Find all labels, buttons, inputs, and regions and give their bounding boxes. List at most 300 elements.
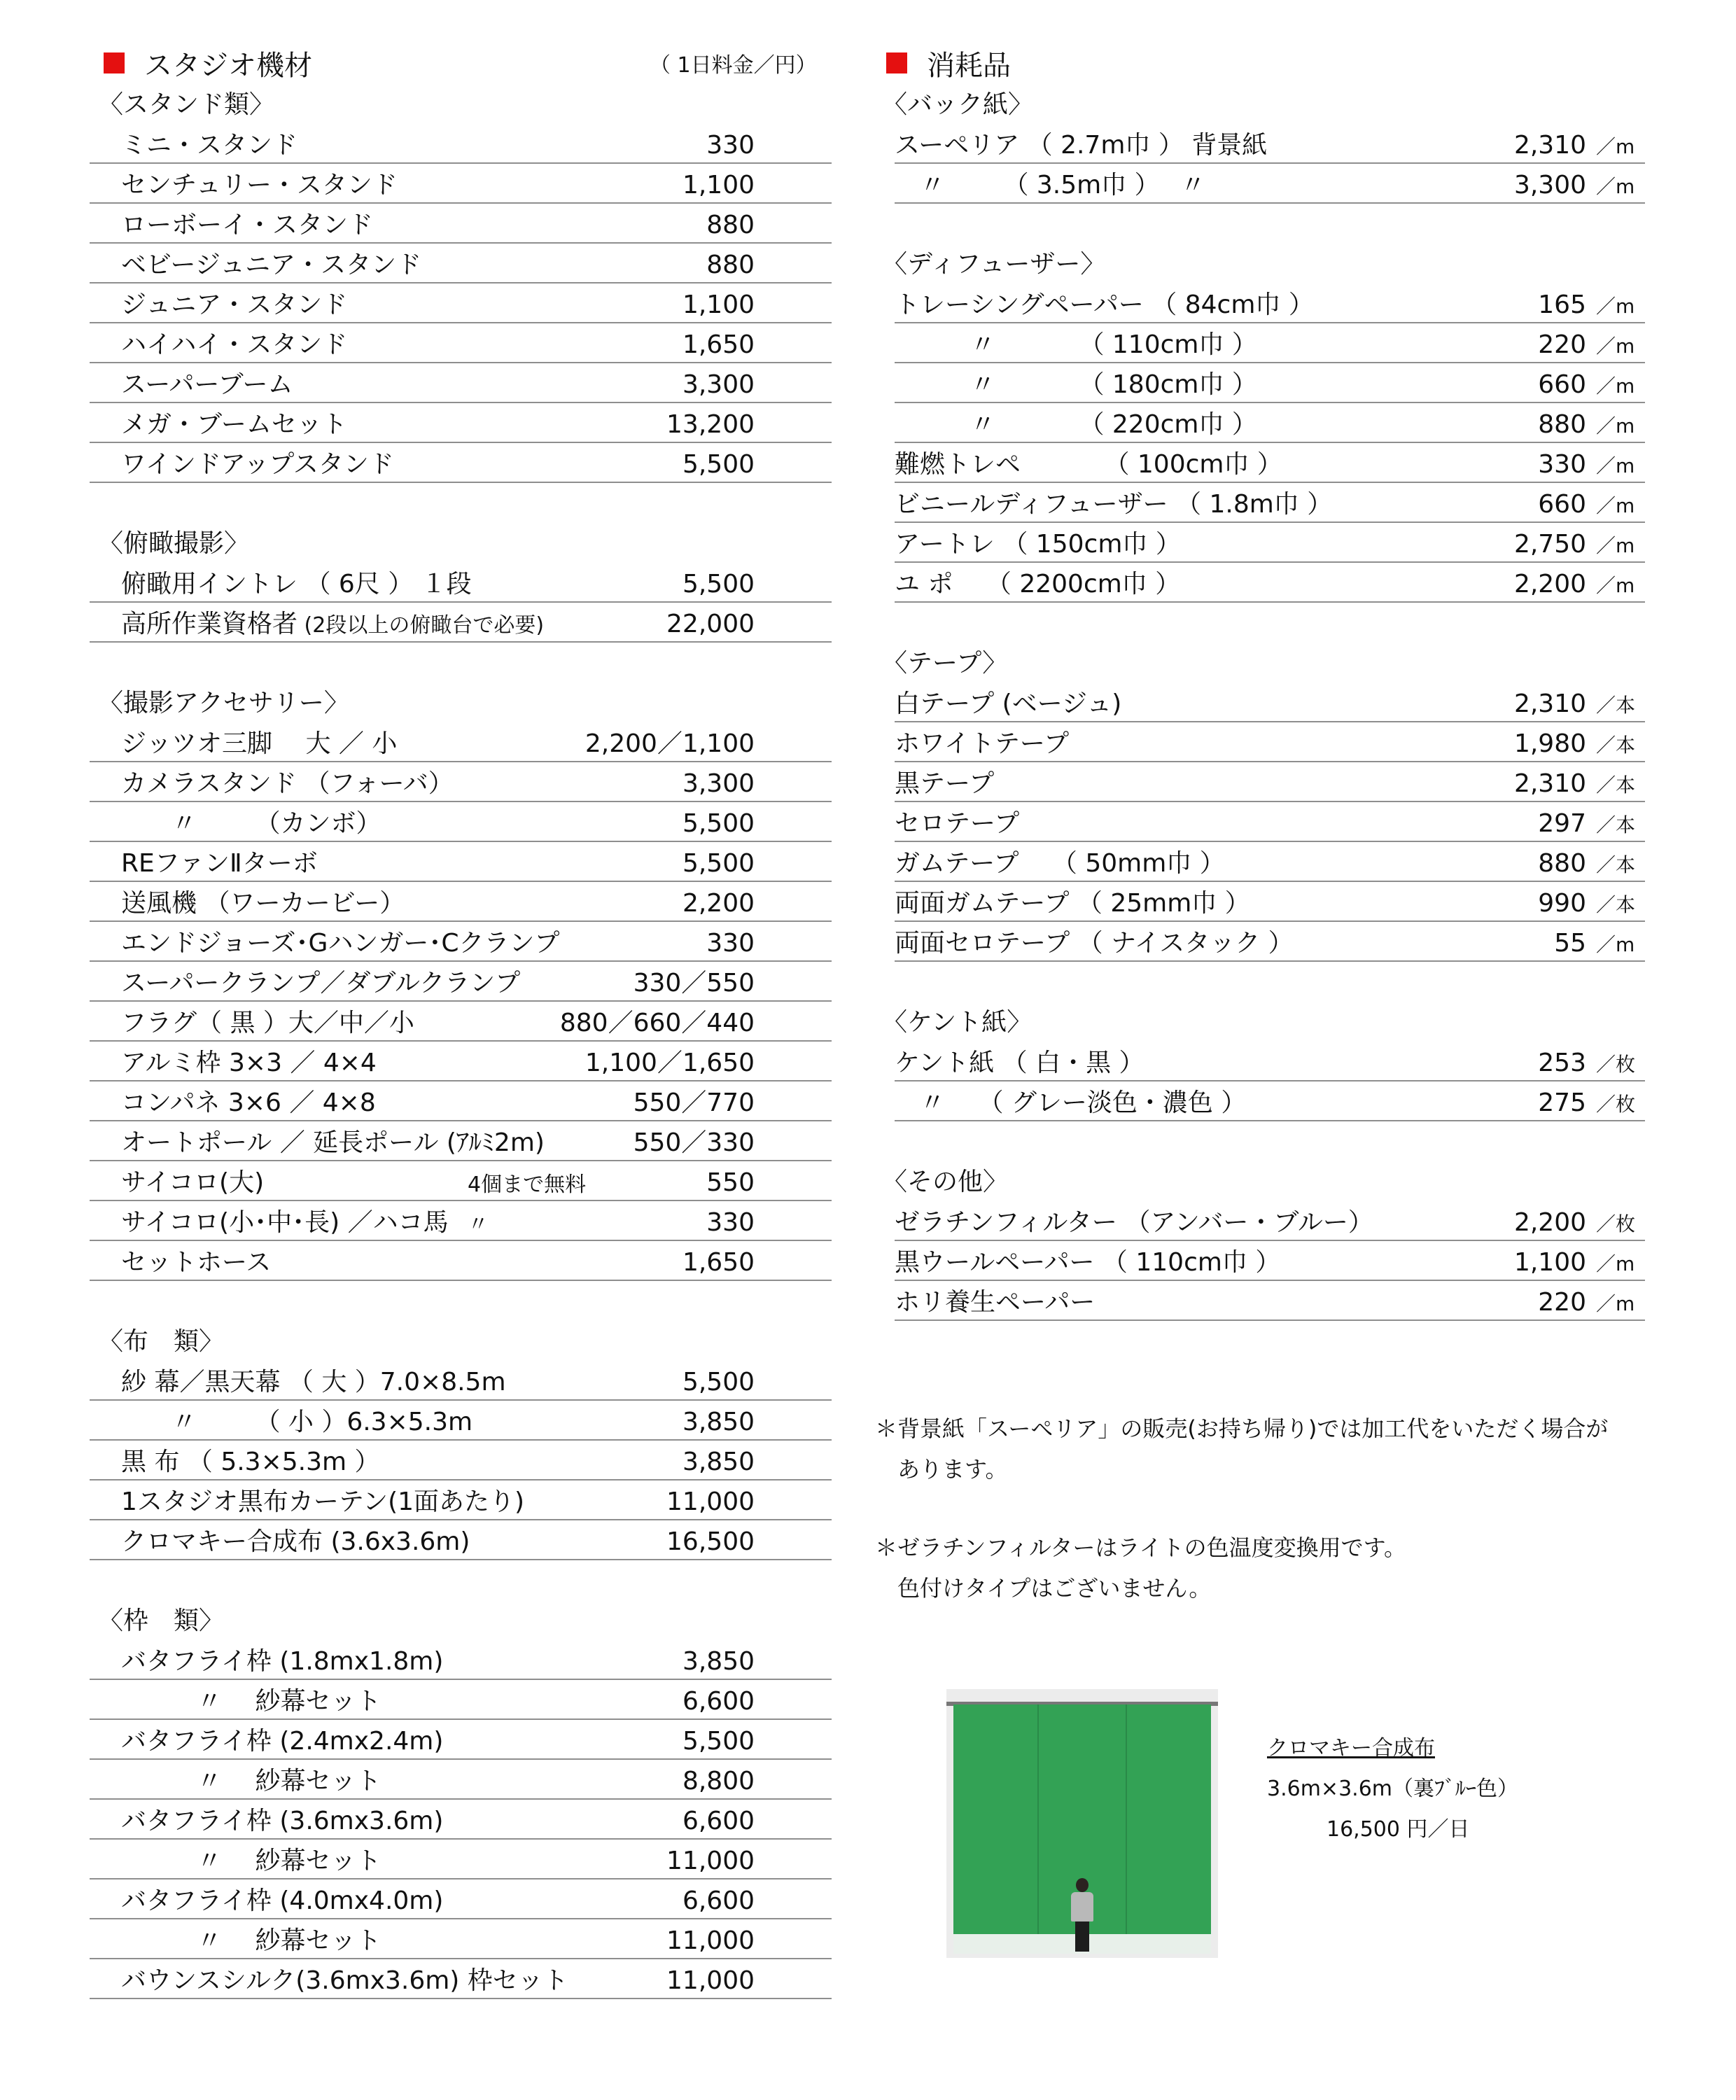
item-price — [706, 253, 755, 278]
item-label — [121, 931, 560, 956]
item-name: 紗 幕／黒天幕 （ 大 ）7.0×8.5m — [121, 1368, 506, 1396]
studio-equipment-heading — [104, 42, 817, 84]
table-row — [90, 403, 832, 443]
item-name: ホリ養生ペーパー — [895, 1288, 1096, 1317]
item-price — [634, 1130, 755, 1156]
table-row — [895, 443, 1645, 483]
item-name: ユ ポ （ 2200cm巾 ） — [895, 570, 1181, 598]
item-name: セロテープ — [895, 809, 1020, 838]
category-heading: 〈テープ〉 — [882, 649, 1008, 678]
item-label — [121, 811, 381, 836]
item-price — [666, 1968, 755, 1994]
category-heading: 〈その他〉 — [882, 1168, 1009, 1196]
item-name: セットホース — [121, 1248, 272, 1277]
item-price — [1538, 490, 1635, 519]
price-value: 6,600 — [682, 1886, 755, 1915]
item-price — [1538, 290, 1635, 319]
cloth-seam — [1037, 1704, 1039, 1954]
price-value: 1,980 — [1513, 729, 1586, 758]
item-label — [121, 290, 348, 319]
item-label — [121, 1928, 381, 1954]
item-price — [1513, 729, 1636, 758]
item-label — [121, 1210, 449, 1236]
item-name: 1スタジオ黒布カーテン(1面あたり) — [121, 1488, 525, 1516]
note-line: ＊背景紙「スーペリア」の販売(お持ち帰り)では加工代をいただく場合が — [875, 1415, 1609, 1442]
item-price — [1538, 849, 1636, 878]
item-label — [121, 1170, 264, 1196]
price-value: 5,500 — [682, 570, 755, 598]
price-value: 1,650 — [682, 1248, 755, 1277]
section-title: 消耗品 — [927, 49, 1011, 82]
item-price — [682, 1649, 755, 1674]
price-value: 550／330 — [633, 1128, 755, 1157]
table-row — [90, 1879, 832, 1919]
table-row — [90, 1401, 832, 1441]
price-value: 2,310 — [1513, 131, 1586, 160]
item-price — [682, 572, 755, 597]
item-name: 黒ウールペーパー （ 110cm巾 ） — [895, 1248, 1281, 1277]
item-price — [682, 372, 755, 398]
price-value: 660 — [1538, 490, 1586, 519]
item-name: オートポール ／ 延長ポール (ｱﾙﾐ2m) — [121, 1128, 545, 1157]
table-row — [90, 722, 832, 762]
cloth-seam — [1126, 1704, 1127, 1954]
section-title: スタジオ機材 — [144, 49, 312, 82]
category-heading: 〈布 類〉 — [98, 1327, 225, 1356]
price-value: 3,850 — [682, 1408, 755, 1436]
item-price — [682, 811, 755, 836]
table-row — [90, 1161, 832, 1201]
price-value: 880 — [706, 211, 755, 239]
price-unit: ／m — [1596, 534, 1635, 557]
price-value: 5,500 — [682, 1368, 755, 1396]
item-price — [666, 1490, 755, 1515]
item-label — [121, 1849, 381, 1874]
price-value: 3,300 — [682, 370, 755, 399]
item-label — [895, 133, 1267, 158]
item-price — [1538, 1288, 1635, 1317]
item-label — [895, 1250, 1280, 1275]
item-price — [682, 1729, 755, 1754]
item-name: スーペリア （ 2.7m巾 ） 背景紙 — [895, 131, 1268, 160]
item-label — [121, 1809, 443, 1834]
item-label — [121, 612, 544, 637]
item-label — [121, 412, 347, 438]
item-name: ビニールディフューザー （ 1.8m巾 ） — [895, 490, 1333, 519]
table-row — [90, 1082, 832, 1121]
item-price — [706, 931, 755, 956]
item-name: ケント紙 （ 白・黒 ） — [895, 1049, 1144, 1077]
table-row — [90, 563, 832, 603]
table-row — [90, 962, 832, 1002]
price-value: 330 — [706, 929, 755, 958]
item-label — [121, 971, 520, 996]
item-price — [1538, 1088, 1636, 1117]
item-name: ハイハイ・スタンド — [121, 330, 348, 359]
table-row — [895, 483, 1645, 523]
table-row — [895, 1042, 1645, 1082]
table-row — [90, 762, 832, 802]
price-value: 2,200 — [682, 889, 755, 918]
price-value: 3,850 — [682, 1647, 755, 1676]
item-name: ワインドアップスタンド — [121, 450, 394, 479]
item-name: 両面ガムテープ （ 25mm巾 ） — [895, 889, 1250, 918]
price-value: 2,200 — [1513, 1208, 1586, 1237]
price-unit: ／m — [1596, 454, 1635, 477]
table-row — [90, 842, 832, 882]
table-row — [90, 1800, 832, 1840]
item-label — [895, 771, 994, 797]
item-price — [706, 1210, 755, 1236]
item-name: バウンスシルク(3.6mx3.6m) 枠セット — [121, 1966, 568, 1995]
price-unit: ／m — [1596, 1292, 1635, 1315]
item-label — [121, 572, 472, 597]
price-unit: ／枚 — [1596, 1053, 1636, 1076]
price-value: 550 — [706, 1168, 755, 1197]
price-value: 1,100／1,650 — [584, 1049, 755, 1077]
item-price — [1513, 131, 1635, 160]
price-value: 1,100 — [682, 290, 755, 319]
price-value: 2,310 — [1513, 769, 1586, 798]
price-unit: ／m — [1596, 494, 1635, 517]
item-label — [121, 1527, 470, 1556]
price-unit: ／m — [1596, 175, 1635, 198]
item-name: サイコロ(小･中･長) ／ハコ馬 — [121, 1208, 449, 1237]
item-name: センチュリー・スタンド — [121, 171, 398, 200]
price-value: 253 — [1538, 1049, 1586, 1077]
item-price — [682, 1450, 755, 1475]
item-price — [1513, 171, 1635, 200]
item-label — [895, 572, 1180, 597]
item-name: メガ・ブームセット — [121, 410, 347, 439]
item-price — [560, 1011, 755, 1036]
price-value: 16,500 — [666, 1527, 755, 1556]
price-value: 3,300 — [682, 769, 755, 798]
item-price — [1538, 370, 1635, 399]
item-sub-note: (2段以上の俯瞰台で必要) — [298, 613, 545, 638]
price-value: 11,000 — [666, 1847, 755, 1875]
item-label — [121, 452, 394, 477]
table-row — [90, 284, 832, 323]
table-row — [895, 882, 1645, 922]
price-value: 330 — [1538, 450, 1586, 479]
price-unit: ／m — [1596, 374, 1635, 398]
price-value: 11,000 — [666, 1488, 755, 1516]
price-value: 220 — [1538, 330, 1586, 359]
item-name: トレーシングペーパー （ 84cm巾 ） — [895, 290, 1314, 319]
price-value: 5,500 — [682, 450, 755, 479]
item-label — [895, 1290, 1095, 1315]
item-price — [682, 1250, 755, 1275]
table-row — [90, 1840, 832, 1879]
price-unit: ／本 — [1596, 893, 1636, 916]
red-square-icon — [886, 52, 907, 74]
price-value: 550／770 — [633, 1088, 755, 1117]
photo-caption-size: 3.6m×3.6m（裏ﾌﾞﾙｰ色） — [1267, 1777, 1519, 1801]
price-value: 220 — [1538, 1288, 1586, 1317]
item-label — [121, 1729, 443, 1754]
price-value: 5,500 — [682, 1727, 755, 1756]
table-row — [90, 1441, 832, 1480]
item-label — [121, 253, 421, 278]
table-row — [90, 363, 832, 403]
table-row — [895, 563, 1645, 603]
item-price — [1513, 769, 1636, 798]
price-unit: ／m — [1596, 335, 1635, 358]
item-name: 難燃トレペ （ 100cm巾 ） — [895, 450, 1282, 479]
table-row — [895, 722, 1645, 762]
table-row — [895, 682, 1645, 722]
item-label — [895, 811, 1019, 836]
item-label — [121, 1370, 506, 1395]
item-label — [121, 1886, 444, 1915]
item-name: アルミ枠 3×3 ／ 4×4 — [121, 1049, 377, 1077]
item-label — [895, 1088, 1247, 1117]
consumables-heading — [886, 42, 1011, 84]
item-name: フラグ（ 黒 ）大／中／小 — [121, 1009, 414, 1037]
item-name: ゼラチンフィルター （アンバー・ブルー） — [895, 1208, 1373, 1237]
price-value: 2,200 — [1513, 570, 1586, 598]
item-price — [1513, 690, 1636, 718]
item-price — [584, 729, 755, 758]
price-value: 330 — [706, 131, 755, 160]
table-row — [895, 284, 1645, 323]
person-figure — [1070, 1878, 1095, 1952]
table-row — [90, 802, 832, 842]
price-value: 1,100 — [682, 171, 755, 200]
item-price — [706, 1170, 755, 1196]
price-value: 880 — [706, 251, 755, 279]
price-value: 2,310 — [1513, 690, 1586, 718]
table-row — [90, 922, 832, 962]
item-label — [121, 372, 293, 398]
item-price — [682, 1809, 755, 1834]
item-price — [682, 1769, 755, 1794]
table-row — [895, 1082, 1645, 1121]
table-row — [895, 403, 1645, 443]
item-label — [895, 173, 1205, 198]
item-name: ガムテープ （ 50mm巾 ） — [895, 849, 1225, 878]
item-label — [121, 851, 318, 876]
item-label — [121, 1450, 380, 1475]
item-price — [634, 971, 755, 996]
item-name: 送風機 （ワーカービー） — [121, 889, 405, 918]
price-unit-note: （ 1日料金／円） — [650, 53, 817, 78]
item-name: 〃 （ グレー淡色・濃色 ） — [895, 1088, 1247, 1117]
item-name: スーパークランプ／ダブルクランプ — [121, 969, 521, 997]
price-unit: ／枚 — [1596, 1093, 1636, 1116]
item-mid-note: 4個まで無料 — [468, 1172, 587, 1197]
table-row — [90, 1480, 832, 1520]
item-name: バタフライ枠 (2.4mx2.4m) — [121, 1727, 444, 1756]
table-row — [90, 1760, 832, 1800]
item-label — [895, 1210, 1373, 1236]
table-row — [90, 164, 832, 204]
item-label — [895, 412, 1257, 438]
item-label — [121, 1649, 443, 1674]
table-row — [90, 124, 832, 164]
item-name: 黒テープ — [895, 769, 995, 798]
table-row — [90, 1121, 832, 1161]
table-row — [895, 1241, 1645, 1281]
item-label — [121, 1410, 472, 1435]
category-heading: 〈ディフューザー〉 — [882, 250, 1106, 279]
item-label — [121, 1011, 414, 1036]
item-label — [121, 1051, 377, 1076]
price-unit: ／本 — [1596, 734, 1636, 757]
item-mid-note: 〃 — [468, 1212, 489, 1237]
item-label — [121, 1968, 568, 1994]
note-line: 色付けタイプはございません。 — [875, 1575, 1212, 1602]
item-price — [682, 1370, 755, 1395]
price-value: 1,650 — [682, 330, 755, 359]
price-value: 11,000 — [666, 1926, 755, 1955]
price-value: 2,200／1,100 — [584, 729, 755, 758]
price-value: 55 — [1554, 929, 1586, 958]
table-row — [90, 1720, 832, 1760]
item-label — [895, 532, 1181, 557]
table-row — [90, 1520, 832, 1560]
item-price — [682, 332, 755, 358]
price-unit: ／本 — [1596, 853, 1636, 876]
item-name: バタフライ枠 (4.0mx4.0m) — [121, 1886, 444, 1915]
price-unit: ／本 — [1596, 694, 1636, 717]
item-price — [666, 612, 755, 637]
table-row — [90, 1640, 832, 1680]
item-price — [682, 891, 755, 916]
price-value: 1,100 — [1513, 1248, 1586, 1277]
item-name: サイコロ(大) — [121, 1168, 265, 1197]
price-value: 880 — [1538, 849, 1586, 878]
price-value: 297 — [1538, 809, 1586, 838]
item-label — [895, 372, 1257, 398]
item-price — [682, 173, 755, 198]
item-label — [121, 133, 298, 158]
item-name: 俯瞰用イントレ （ 6尺 ） １段 — [121, 570, 472, 598]
price-unit: ／m — [1596, 933, 1635, 956]
item-price — [1513, 1208, 1636, 1237]
item-label — [895, 729, 1070, 758]
table-row — [895, 762, 1645, 802]
item-name: クロマキー合成布 (3.6x3.6m) — [121, 1527, 470, 1556]
item-label — [121, 1689, 381, 1714]
table-row — [90, 1361, 832, 1401]
item-name: 〃 （ 180cm巾 ） — [895, 370, 1257, 399]
item-name: 〃 （ 3.5m巾 ） 〃 — [895, 171, 1206, 200]
table-row — [895, 363, 1645, 403]
table-row — [90, 1680, 832, 1720]
category-heading: 〈枠 類〉 — [98, 1606, 225, 1635]
item-label — [895, 1051, 1144, 1076]
item-price — [1538, 889, 1636, 918]
table-row — [895, 842, 1645, 882]
item-price — [1538, 450, 1635, 479]
item-price — [706, 133, 755, 158]
price-value: 330／550 — [633, 969, 755, 997]
item-label — [121, 1130, 545, 1156]
table-row — [90, 603, 832, 643]
category-heading: 〈バック紙〉 — [882, 90, 1034, 119]
price-unit: ／枚 — [1596, 1212, 1636, 1236]
item-price — [1513, 570, 1635, 598]
item-price — [1538, 1049, 1636, 1077]
price-unit: ／m — [1596, 574, 1635, 597]
table-row — [90, 1201, 832, 1241]
price-value: 275 — [1538, 1088, 1586, 1117]
price-value: 6,600 — [682, 1807, 755, 1835]
item-price — [666, 1527, 755, 1556]
item-name: ジュニア・スタンド — [121, 290, 348, 319]
price-value: 22,000 — [666, 610, 755, 638]
item-price — [666, 1928, 755, 1954]
chroma-key-photo — [946, 1689, 1218, 1958]
item-name: 〃 紗幕セット — [121, 1687, 382, 1716]
item-name: エンドジョーズ･Gハンガー･Cクランプ — [121, 929, 560, 958]
item-name: バタフライ枠 (3.6mx3.6m) — [121, 1807, 444, 1835]
item-name: ジッツオ三脚 大 ／ 小 — [121, 729, 398, 758]
item-name: 〃 （ 220cm巾 ） — [895, 410, 1257, 439]
item-price — [1538, 330, 1635, 359]
photo-caption-title: クロマキー合成布 — [1267, 1736, 1435, 1760]
price-unit: ／本 — [1596, 813, 1636, 836]
item-label — [121, 1088, 376, 1117]
item-label — [121, 1490, 524, 1515]
item-name: コンパネ 3×6 ／ 4×8 — [121, 1088, 376, 1117]
table-row — [90, 244, 832, 284]
item-name: アートレ （ 150cm巾 ） — [895, 530, 1181, 559]
price-value: 165 — [1538, 290, 1586, 319]
red-square-icon — [104, 52, 125, 74]
price-value: 8,800 — [682, 1767, 755, 1795]
item-label — [121, 891, 405, 916]
note-line: あります。 — [875, 1456, 1008, 1483]
table-row — [895, 1201, 1645, 1241]
note-line: ＊ゼラチンフィルターはライトの色温度変換用です。 — [875, 1534, 1407, 1561]
item-price — [682, 1886, 755, 1915]
price-value: 660 — [1538, 370, 1586, 399]
price-value: 13,200 — [666, 410, 755, 439]
price-value: 5,500 — [682, 849, 755, 878]
table-row — [90, 204, 832, 244]
item-label — [121, 173, 398, 198]
price-unit: ／m — [1596, 295, 1635, 318]
item-price — [666, 1849, 755, 1874]
item-name: 白テープ (ベージュ) — [895, 690, 1122, 718]
item-price — [682, 1410, 755, 1435]
table-row — [895, 323, 1645, 363]
item-price — [706, 213, 755, 238]
item-name: 黒 布 （ 5.3×5.3m ） — [121, 1448, 380, 1476]
item-price — [1538, 410, 1635, 439]
category-heading: 〈ケント紙〉 — [882, 1008, 1032, 1037]
item-label — [121, 1250, 271, 1275]
table-row — [90, 1959, 832, 1999]
item-name: ベビージュニア・スタンド — [121, 251, 422, 279]
item-name: スーパーブーム — [121, 370, 293, 399]
price-value: 880 — [1538, 410, 1586, 439]
item-price — [1538, 809, 1636, 838]
item-label — [121, 729, 398, 758]
price-value: 330 — [706, 1208, 755, 1237]
category-heading: 〈スタンド類〉 — [98, 90, 275, 119]
item-price — [585, 1051, 755, 1076]
item-label — [121, 771, 454, 797]
price-value: 880／660／440 — [559, 1009, 755, 1037]
item-name: カメラスタンド （フォーバ） — [121, 769, 454, 798]
item-price — [1554, 929, 1635, 958]
item-name: 両面セロテープ （ ナイスタック ） — [895, 929, 1294, 958]
price-unit: ／m — [1596, 1252, 1635, 1275]
